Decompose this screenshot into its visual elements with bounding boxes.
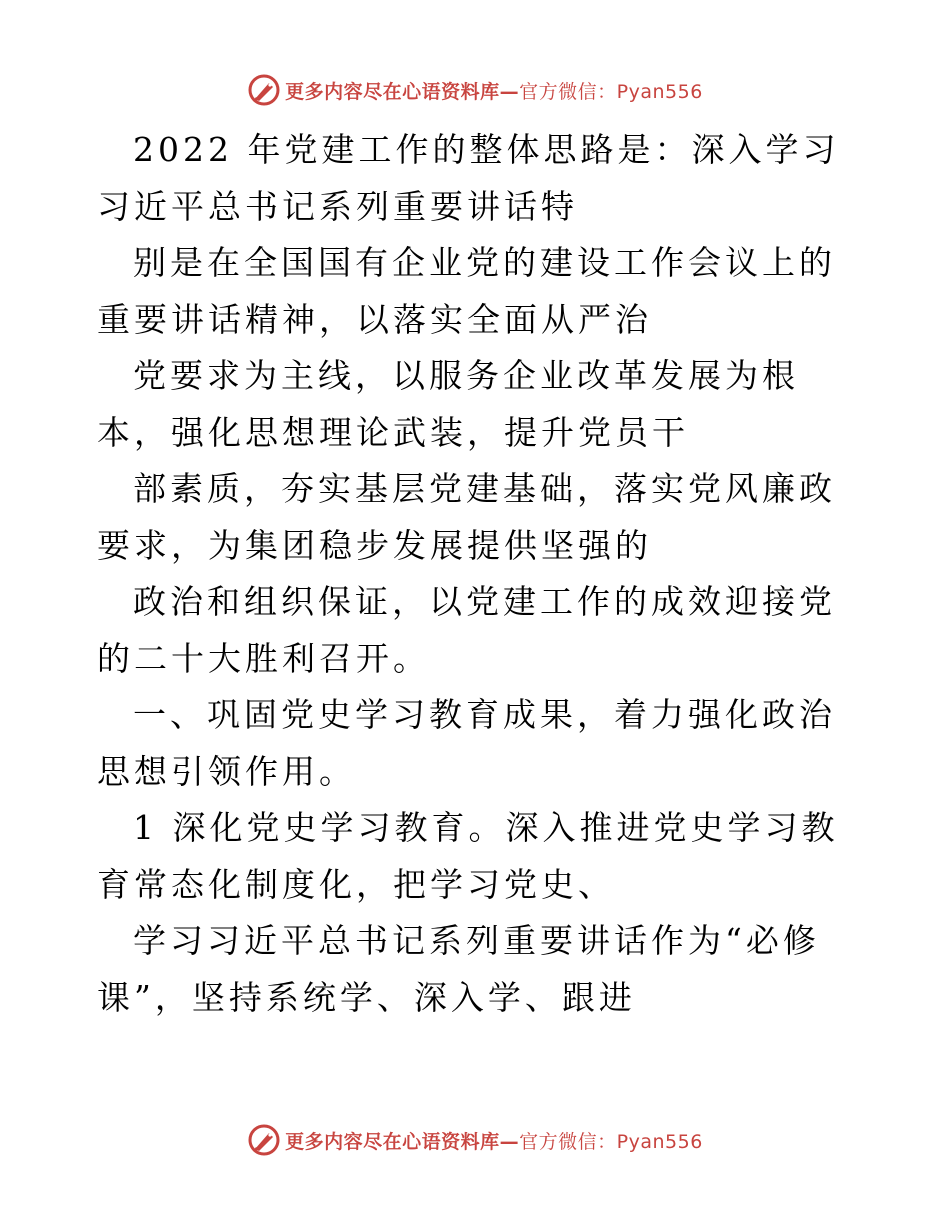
watermark-wechat: 官方微信：Pyan556 [519, 1130, 703, 1153]
paragraph: 部素质，夯实基层党建基础，落实党风廉政要求，为集团稳步发展提供坚强的 [97, 469, 836, 565]
paragraph: 政治和组织保证，以党建工作的成效迎接党的二十大胜利召开。 [97, 582, 836, 678]
paragraph: 1 深化党史学习教育。深入推进党史学习教育常态化制度化，把学习党史、 [97, 808, 839, 904]
paragraph: 党要求为主线，以服务企业改革发展为根本，强化思想理论武装，提升党员干 [97, 356, 799, 452]
fountain-pen-logo-icon [247, 1123, 281, 1157]
watermark-wechat: 官方微信：Pyan556 [519, 80, 703, 103]
document-body [97, 122, 867, 1026]
section-heading: 一、巩固党史学习教育成果，着力强化政治思想引领作用。 [97, 695, 836, 791]
paragraph: 学习习近平总书记系列重要讲话作为“必修课”，坚持系统学、深入学、跟进 [97, 921, 820, 1017]
fountain-pen-logo-icon [247, 73, 281, 107]
watermark-site: 更多内容尽在心语资料库— [285, 1130, 520, 1153]
watermark-text [285, 77, 703, 104]
paragraph: 2022 年党建工作的整体思路是：深入学习习近平总书记系列重要讲话特 [97, 130, 840, 226]
watermark-site: 更多内容尽在心语资料库— [285, 80, 520, 103]
footer-watermark [0, 1120, 950, 1160]
watermark-text [285, 1127, 703, 1154]
header-watermark [0, 70, 950, 110]
paragraph: 别是在全国国有企业党的建设工作会议上的重要讲话精神，以落实全面从严治 [97, 243, 836, 339]
